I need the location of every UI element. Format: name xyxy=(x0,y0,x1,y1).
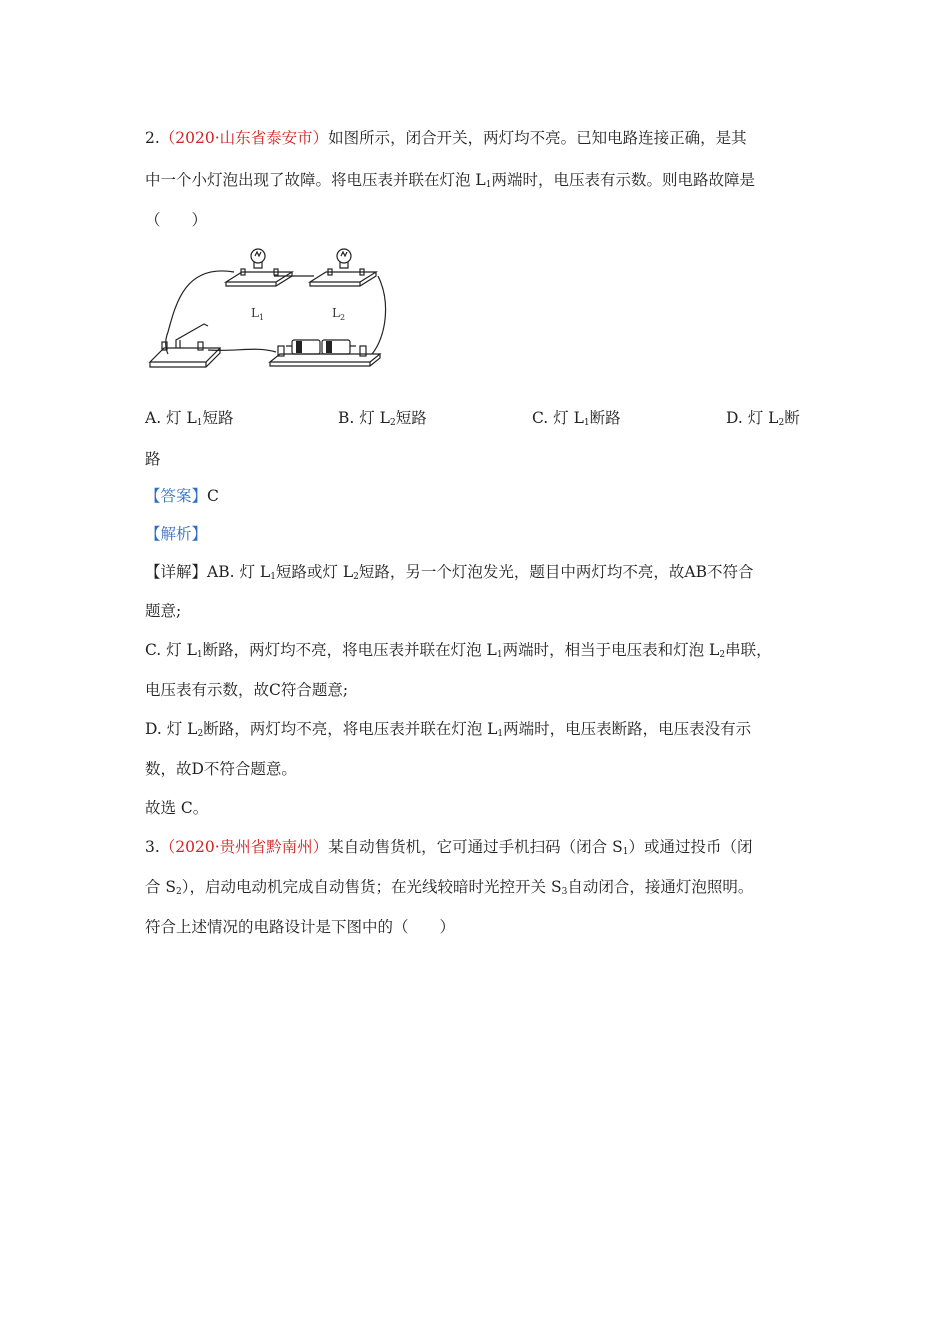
q3-text-2a: 合 S xyxy=(145,878,177,896)
conclusion: 故选 C。 xyxy=(145,799,209,817)
battery-board xyxy=(270,354,380,362)
label-l2: $L_2$ xyxy=(332,306,346,322)
q2-line-2 xyxy=(145,169,755,191)
q3-text-1b: ）或通过投币（闭 xyxy=(628,838,753,856)
detail1-sub1: 1 xyxy=(270,572,276,582)
option-c-suffix: 断路 xyxy=(589,409,621,427)
option-d-suffix: 断 xyxy=(784,409,800,427)
q3-sub3: 3 xyxy=(561,887,568,897)
bulb-l1 xyxy=(251,249,265,263)
detail-tag: 【详解】 xyxy=(145,563,208,581)
q2-sub: 1 xyxy=(485,180,492,190)
option-a-suffix: 短路 xyxy=(202,409,234,427)
option-c-prefix: C. 灯 L xyxy=(532,409,584,427)
analysis-tag-text: 【解析】 xyxy=(145,525,208,543)
option-b[interactable] xyxy=(338,407,427,429)
option-b-sub: 2 xyxy=(389,418,396,428)
detail2-sub2: 1 xyxy=(496,650,503,660)
option-d[interactable] xyxy=(726,407,800,429)
detail2-sub1: 1 xyxy=(196,650,203,660)
detail-line-2-wrap: 电压表有示数，故C符合题意; xyxy=(145,681,349,699)
option-a-sub: 1 xyxy=(196,418,203,428)
detail3-c: 两端时，电压表断路，电压表没有示 xyxy=(503,720,752,738)
answer-line xyxy=(145,485,219,507)
analysis-tag xyxy=(145,523,207,545)
lamp-l1-board xyxy=(226,272,292,282)
detail-line-3 xyxy=(145,718,751,740)
q2-text-2a: 中一个小灯泡出现了故障。将电压表并联在灯泡 L xyxy=(145,171,486,189)
q2-line-1 xyxy=(145,127,747,149)
q3-sub2: 2 xyxy=(176,887,182,897)
option-d-sub: 2 xyxy=(778,418,785,428)
q3-number: 3. xyxy=(145,838,160,856)
q3-line-2 xyxy=(145,876,753,898)
circuit-diagram xyxy=(146,242,396,372)
label-l1: $L_1$ xyxy=(251,306,265,322)
detail-line-3-wrap: 数，故D不符合题意。 xyxy=(145,760,297,778)
lamp-l2-board xyxy=(310,272,376,282)
detail2-c: 两端时，相当于电压表和灯泡 L xyxy=(502,641,720,659)
option-c[interactable] xyxy=(532,407,621,429)
option-b-suffix: 短路 xyxy=(395,409,427,427)
bulb-l2 xyxy=(337,249,351,263)
detail1-c: 短路，另一个灯泡发光，题目中两灯均不亮，故AB不符合 xyxy=(358,563,754,581)
q3-source: （2020·贵州省黔南州） xyxy=(159,838,329,856)
q2-blank: （ ） xyxy=(145,211,208,229)
detail-line-1-wrap: 题意; xyxy=(145,602,182,620)
q3-text-1a: 某自动售货机，它可通过手机扫码（闭合 S xyxy=(328,838,623,856)
option-b-prefix: B. 灯 L xyxy=(338,409,390,427)
detail3-a: D. 灯 L xyxy=(145,720,198,738)
detail-line-2 xyxy=(145,639,772,661)
detail3-b: 断路，两灯均不亮，将电压表并联在灯泡 L xyxy=(203,720,498,738)
q3-sub1: 1 xyxy=(622,847,629,857)
q3-line-1 xyxy=(145,836,752,858)
detail-line-1 xyxy=(145,561,753,583)
detail3-sub1: 2 xyxy=(197,729,204,739)
q2-number: 2. xyxy=(145,129,160,147)
detail2-d: 串联， xyxy=(725,641,772,659)
detail2-b: 断路，两灯均不亮，将电压表并联在灯泡 L xyxy=(202,641,497,659)
q2-text-1: 如图所示，闭合开关，两灯均不亮。已知电路连接正确，是其 xyxy=(328,129,747,147)
option-c-sub: 1 xyxy=(583,418,590,428)
q3-text-2b: ），启动电动机完成自动售货；在光线较暗时光控开关 S xyxy=(181,878,562,896)
answer-tag: 【答案】 xyxy=(145,487,208,505)
option-a[interactable] xyxy=(145,407,234,429)
q2-text-2b: 两端时，电压表有示数。则电路故障是 xyxy=(491,171,755,189)
option-d-prefix: D. 灯 L xyxy=(726,409,779,427)
q2-source: （2020·山东省泰安市） xyxy=(159,129,329,147)
answer-value: C xyxy=(207,487,219,505)
q3-text-2c: 自动闭合，接通灯泡照明。 xyxy=(567,878,754,896)
q3-line-3: 符合上述情况的电路设计是下图中的（ ） xyxy=(145,918,456,936)
detail1-b: 短路或灯 L xyxy=(275,563,354,581)
detail1-sub2: 2 xyxy=(353,572,359,582)
option-a-prefix: A. 灯 L xyxy=(145,409,197,427)
detail3-sub2: 1 xyxy=(497,729,504,739)
detail2-a: C. 灯 L xyxy=(145,641,197,659)
wire-right xyxy=(372,276,386,354)
option-d-wrap: 路 xyxy=(145,450,161,468)
detail1-a: AB. 灯 L xyxy=(207,563,271,581)
detail2-sub3: 2 xyxy=(719,650,726,660)
